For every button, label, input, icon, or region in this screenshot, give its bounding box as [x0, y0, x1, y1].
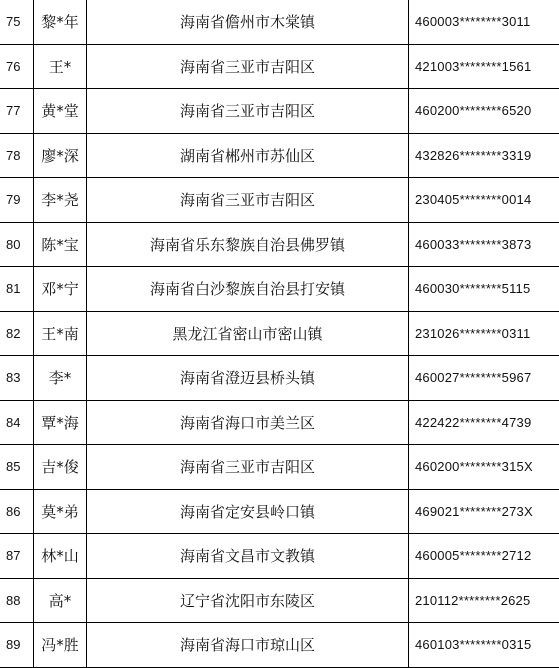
name-cell: 王*南: [34, 311, 87, 356]
id-number-cell: 210112********2625: [409, 578, 559, 623]
id-number-cell: 422422********4739: [409, 400, 559, 445]
row-number-cell: 79: [0, 178, 34, 223]
address-cell: 黑龙江省密山市密山镇: [87, 311, 409, 356]
id-number-cell: 460027********5967: [409, 356, 559, 401]
table-row: [0, 0, 559, 44]
name-cell: 覃*海: [34, 400, 87, 445]
row-number-cell: 76: [0, 44, 34, 89]
table-row: [0, 89, 559, 134]
name-cell: 廖*深: [34, 133, 87, 178]
row-number-cell: 80: [0, 222, 34, 267]
name-cell: 莫*弟: [34, 489, 87, 534]
id-number-cell: 460200********315X: [409, 445, 559, 490]
name-cell: 李*: [34, 356, 87, 401]
id-number-cell: 460103********0315: [409, 623, 559, 668]
name-cell: 高*: [34, 578, 87, 623]
id-number-cell: 460033********3873: [409, 222, 559, 267]
table-row: [0, 267, 559, 312]
address-cell: 湖南省郴州市苏仙区: [87, 133, 409, 178]
address-cell: 海南省文昌市文教镇: [87, 534, 409, 579]
name-cell: 黄*堂: [34, 89, 87, 134]
table-row: [0, 178, 559, 223]
address-cell: 海南省定安县岭口镇: [87, 489, 409, 534]
name-cell: 李*尧: [34, 178, 87, 223]
id-number-cell: 432826********3319: [409, 133, 559, 178]
address-cell: 海南省海口市琼山区: [87, 623, 409, 668]
name-cell: 林*山: [34, 534, 87, 579]
id-number-cell: 460030********5115: [409, 267, 559, 312]
id-number-cell: 421003********1561: [409, 44, 559, 89]
id-number-cell: 460003********3011: [409, 0, 559, 44]
address-cell: 海南省三亚市吉阳区: [87, 89, 409, 134]
address-cell: 辽宁省沈阳市东陵区: [87, 578, 409, 623]
row-number-cell: 77: [0, 89, 34, 134]
row-number-cell: 84: [0, 400, 34, 445]
table-row: [0, 534, 559, 579]
row-number-cell: 89: [0, 623, 34, 668]
table-row: [0, 400, 559, 445]
id-number-cell: 230405********0014: [409, 178, 559, 223]
address-cell: 海南省澄迈县桥头镇: [87, 356, 409, 401]
address-cell: 海南省三亚市吉阳区: [87, 44, 409, 89]
row-number-cell: 82: [0, 311, 34, 356]
table-row: [0, 133, 559, 178]
table-row: [0, 311, 559, 356]
table-row: [0, 222, 559, 267]
name-cell: 陈*宝: [34, 222, 87, 267]
name-cell: 吉*俊: [34, 445, 87, 490]
row-number-cell: 81: [0, 267, 34, 312]
address-cell: 海南省儋州市木棠镇: [87, 0, 409, 44]
name-cell: 冯*胜: [34, 623, 87, 668]
table-row: [0, 623, 559, 668]
row-number-cell: 75: [0, 0, 34, 44]
id-number-cell: 469021********273X: [409, 489, 559, 534]
row-number-cell: 88: [0, 578, 34, 623]
name-cell: 邓*宁: [34, 267, 87, 312]
id-number-cell: 231026********0311: [409, 311, 559, 356]
address-cell: 海南省白沙黎族自治县打安镇: [87, 267, 409, 312]
name-cell: 王*: [34, 44, 87, 89]
address-cell: 海南省乐东黎族自治县佛罗镇: [87, 222, 409, 267]
id-number-cell: 460005********2712: [409, 534, 559, 579]
row-number-cell: 78: [0, 133, 34, 178]
table-row: [0, 578, 559, 623]
table-row: [0, 44, 559, 89]
row-number-cell: 85: [0, 445, 34, 490]
table-row: [0, 356, 559, 401]
address-cell: 海南省三亚市吉阳区: [87, 178, 409, 223]
row-number-cell: 87: [0, 534, 34, 579]
address-cell: 海南省三亚市吉阳区: [87, 445, 409, 490]
row-number-cell: 83: [0, 356, 34, 401]
id-number-cell: 460200********6520: [409, 89, 559, 134]
name-cell: 黎*年: [34, 0, 87, 44]
address-cell: 海南省海口市美兰区: [87, 400, 409, 445]
table-row: [0, 445, 559, 490]
row-number-cell: 86: [0, 489, 34, 534]
table-row: [0, 489, 559, 534]
